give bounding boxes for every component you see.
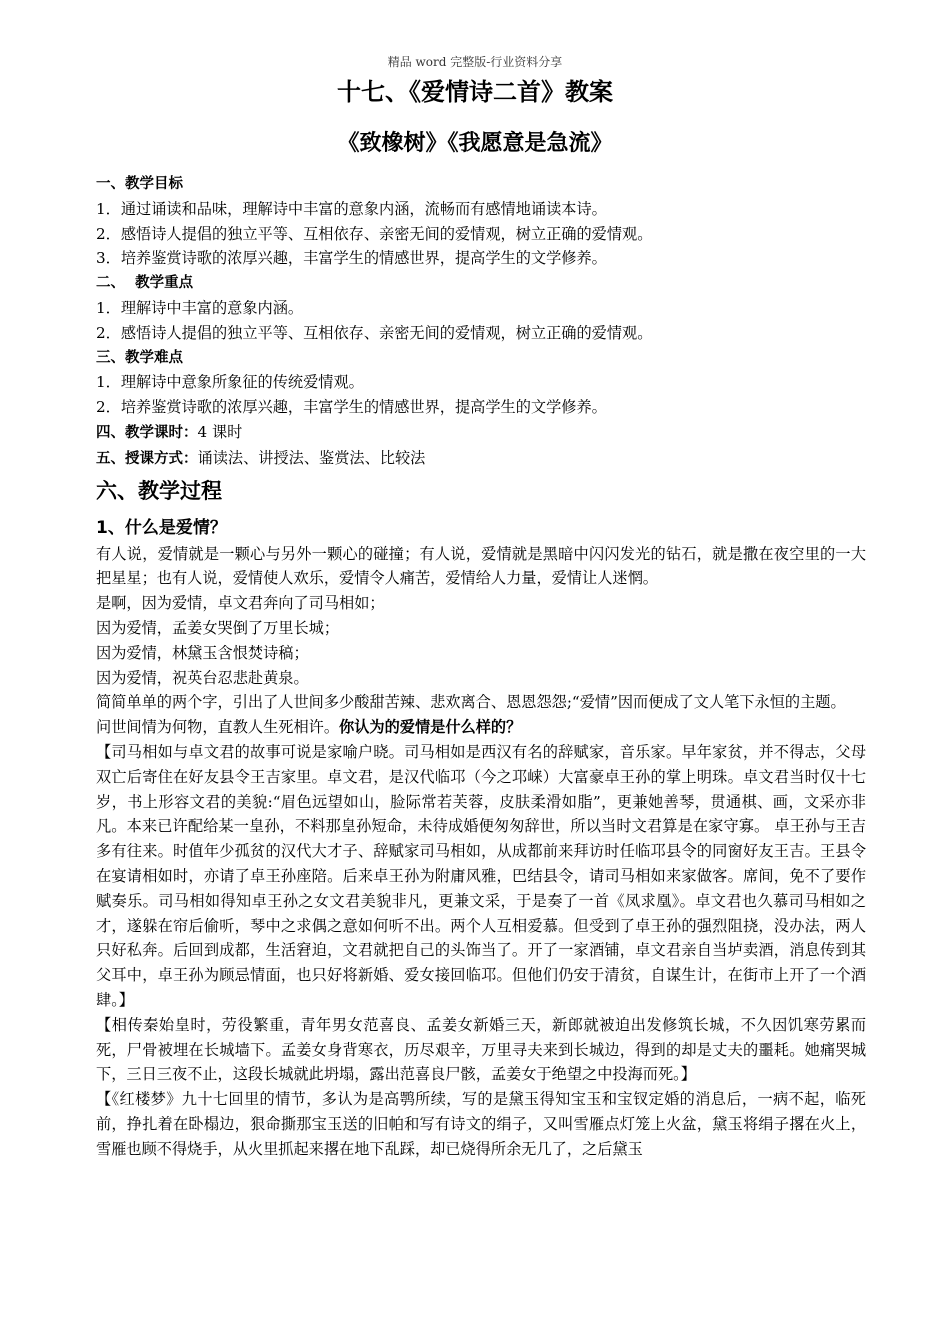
header-note: 精品 word 完整版-行业资料分享: [387, 55, 563, 69]
list-item: 1．理解诗中丰富的意象内涵。: [96, 298, 304, 317]
list-item: 2．培养鉴赏诗歌的浓厚兴趣，丰富学生的情感世界，提高学生的文学修养。: [96, 398, 607, 417]
list-item: 1．通过诵读和品味，理解诗中丰富的意象内涵，流畅而有感情地诵读本诗。: [96, 199, 607, 218]
section-heading-key-points: 二、 教学重点: [96, 275, 194, 292]
list-item: 2．感悟诗人提倡的独立平等、互相依存、亲密无间的爱情观，树立正确的爱情观。: [96, 323, 653, 342]
paragraph: 简简单单的两个字，引出了人世间多少酸甜苦辣、悲欢离合、恩恩怨怨;“爱情”因而便成了文人笔下永恒的主题。: [96, 693, 846, 712]
page-subtitle: 《致橡树》《我愿意是急流》: [337, 131, 613, 156]
section-heading-difficulties: 三、教学难点: [96, 349, 183, 366]
list-item: 2．感悟诗人提倡的独立平等、互相依存、亲密无间的爱情观，树立正确的爱情观。: [96, 224, 653, 243]
paragraph: 有人说，爱情就是一颗心与另外一颗心的碰撞；有人说，爱情就是黑暗中闪闪发光的钻石，就是撒在夜空里的一大把星星；也有人说，爱情使人欢乐，爱情令人痛苦，爱情给人力量，爱情让人迷惘。: [96, 544, 866, 588]
story-meng-jiangnu: 【相传秦始皇时，劳役繁重，青年男女范喜良、孟姜女新婚三天，新郎就被迫出发修筑长城，不久因饥寒劳累而死，尸骨被埋在长城墙下。孟姜女身背寒衣，历尽艰辛，万里寻夫来到长城边，得到的却是丈夫的噩耗。她痛哭城下，三日三夜不止，这段长城就此坍塌，露出范喜良尸骸，孟姜女于绝望之中投海而死。】: [96, 1015, 866, 1084]
class-hours-row: [96, 420, 866, 446]
story-sima-xiangru: 【司马相如与卓文君的故事可说是家喻户晓。司马相如是西汉有名的辞赋家，音乐家。早年家贫，并不得志，父母双亡后寄住在好友县令王吉家里。卓文君，是汉代临邛（今之邛崃）大富豪卓王孙的掌上明珠。卓文君当时仅十七岁，书上形容文君的美貌:“眉色远望如山，脸际常若芙蓉，皮肤柔滑如脂”，更兼她善琴，贯通棋、画，文采亦非凡。本来已许配给某一皇孙，不料那皇孙短命，未待成婚便匆匆辞世，所以当时文君算是在家守寡。 卓王孙与王吉多有往来。时值年少孤贫的汉代大才子、辞赋家司马相如，从成都前来拜访时任临邛县令的同窗好友王吉。王县令在宴请相如时，亦请了卓王孙座陪。后来卓王孙为附庸风雅，巴结县令，请司马相如来家做客。席间，免不了要作赋奏乐。司马相如得知卓王孙之女文君美貌非凡，更兼文采，于是奏了一首《凤求凰》。卓文君也久慕司马相如之才，遂躲在帘后偷听，琴中之求偶之意如何听不出。两个人互相爱慕。但受到了卓王孙的强烈阻挠，没办法，两人只好私奔。后回到成都，生活窘迫，文君就把自己的头饰当了。开了一家酒铺，卓文君亲自当垆卖酒，消息传到其父耳中，卓王孙为顾忌情面，也只好将新婚、爱女接回临邛。但他们仍安于清贫，自谋生计，在街市上开了一个酒肆。】: [96, 742, 866, 1009]
teaching-method-label: 五、授课方式：: [96, 450, 198, 467]
list-item: 1．理解诗中意象所象征的传统爱情观。: [96, 373, 364, 392]
teaching-method-value: 诵读法、讲授法、鉴赏法、比较法: [197, 448, 426, 467]
teaching-method-row: [96, 446, 866, 472]
subsection-heading-what-is-love: 1、什么是爱情？: [96, 517, 227, 538]
verse-line: 因为爱情，林黛玉含恨焚诗稿；: [96, 643, 309, 662]
question-paragraph: [96, 715, 866, 740]
page-title: 十七、《爱情诗二首》教案: [337, 78, 613, 106]
verse-line: 因为爱情，祝英台忍悲赴黄泉。: [96, 668, 309, 687]
question-bold: 你认为的爱情是什么样的？: [339, 718, 522, 737]
class-hours-label: 四、教学课时：: [96, 424, 198, 441]
verse-line: 是啊，因为爱情，卓文君奔向了司马相如；: [96, 594, 385, 613]
story-hongloumeng: 【《红楼梦》九十七回里的情节，多认为是高鹗所续，写的是黛玉得知宝玉和宝钗定婚的消息后，一病不起，临死前，挣扎着在卧榻边，狠命撕那宝玉送的旧帕和写有诗文的绢子，又叫雪雁点灯笼上火盆，黛玉将绢子撂在火上，雪雁也顾不得烧手，从火里抓起来撂在地下乱踩，却已烧得所余无几了，之后黛玉: [96, 1090, 866, 1158]
section-heading-goals: 一、教学目标: [96, 176, 183, 192]
question-lead: 问世间情为何物，直教人生死相许。: [96, 718, 339, 737]
list-item: 3．培养鉴赏诗歌的浓厚兴趣，丰富学生的情感世界，提高学生的文学修养。: [96, 249, 607, 268]
verse-line: 因为爱情，孟姜女哭倒了万里长城；: [96, 618, 339, 637]
class-hours-value: 4 课时: [197, 422, 243, 441]
section-heading-process: 六、教学过程: [96, 478, 222, 503]
document-body: [96, 172, 866, 1161]
